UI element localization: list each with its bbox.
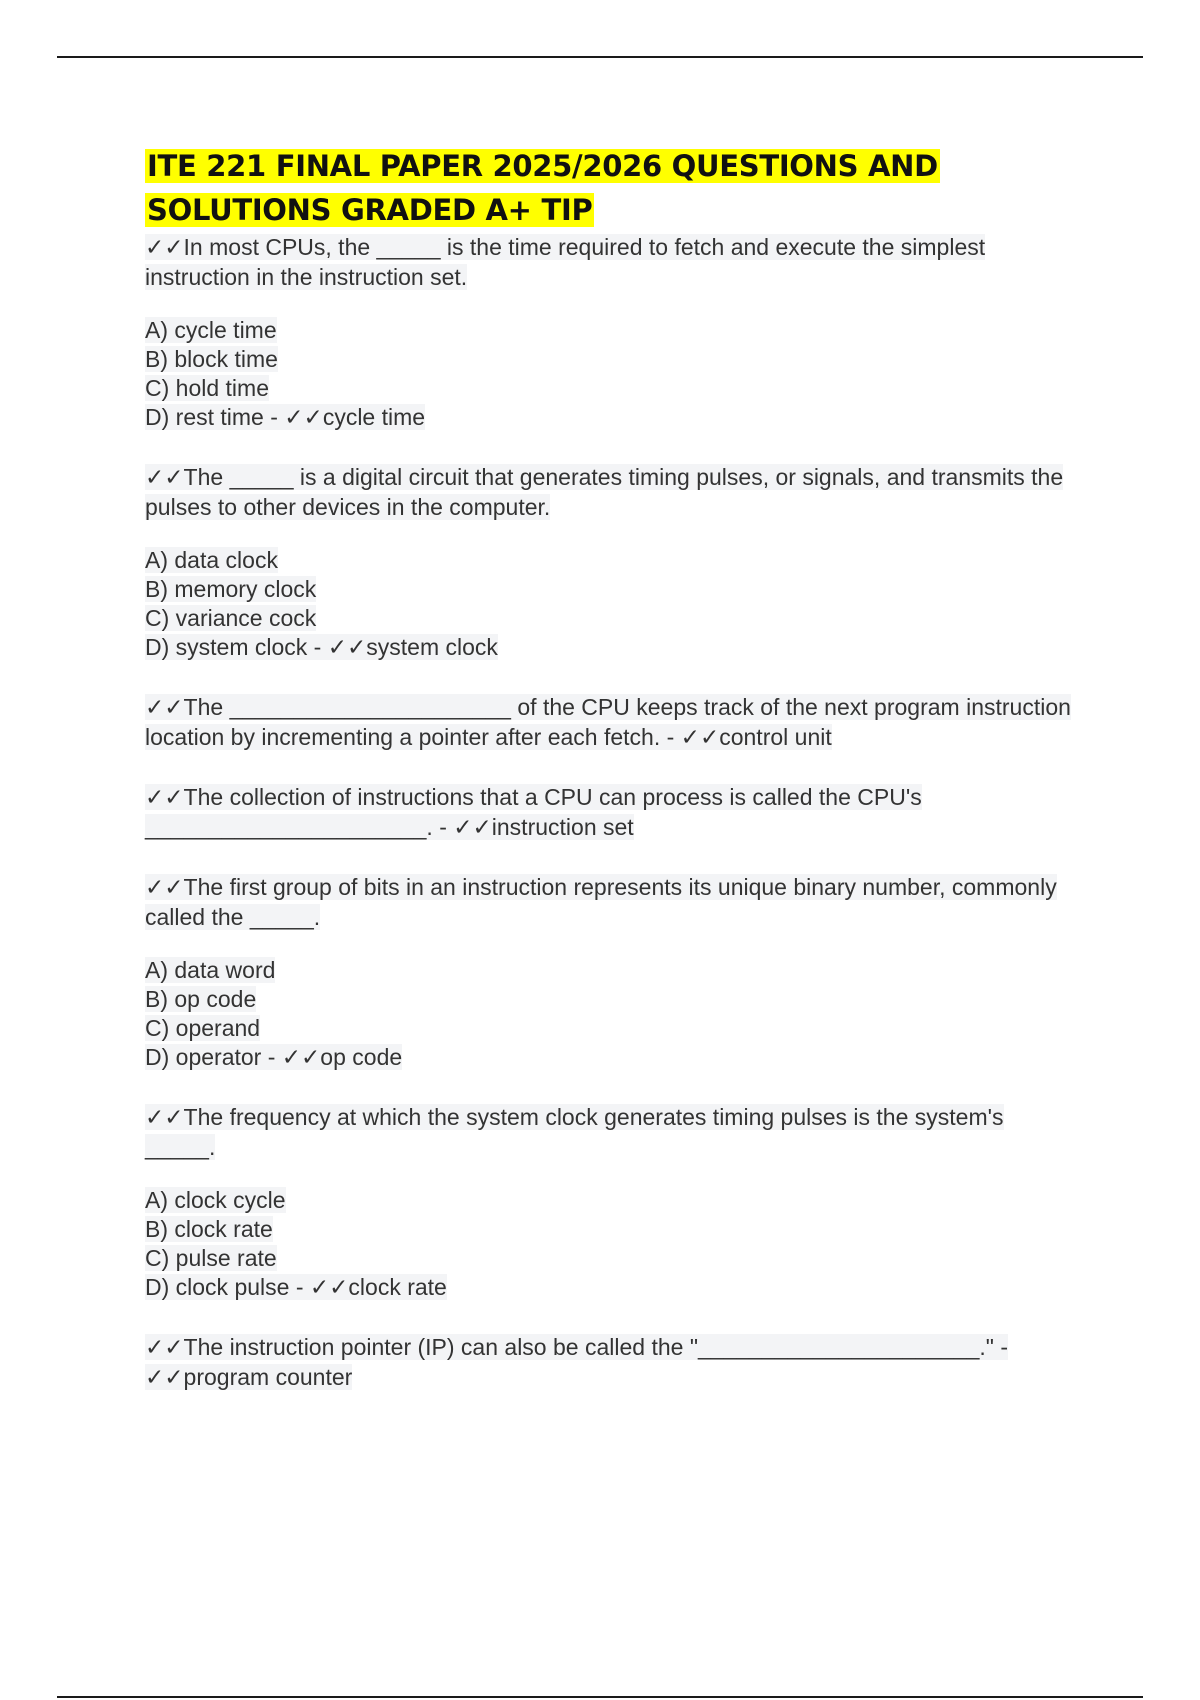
option-c: C) variance cock (145, 605, 317, 631)
option-c: C) hold time (145, 375, 269, 401)
document-body (145, 144, 1075, 1392)
question-block (145, 782, 1075, 842)
question-block (145, 232, 1075, 432)
option-list (145, 956, 1075, 1072)
option-list (145, 1186, 1075, 1302)
option-a: A) cycle time (145, 317, 277, 343)
option-d-answer: D) rest time - ✓✓cycle time (145, 404, 426, 430)
question-text: ✓✓The first group of bits in an instruction represents its unique binary number, commonly called the _____. (145, 874, 1057, 930)
option-d-answer: D) system clock - ✓✓system clock (145, 634, 498, 660)
question-block (145, 872, 1075, 1072)
question-text: ✓✓The frequency at which the system clock generates timing pulses is the system's _____. (145, 1104, 1004, 1160)
question-text: ✓✓The ______________________ of the CPU keeps track of the next program instruction location by incrementing a pointer after each fetch. - ✓✓control unit (145, 694, 1071, 750)
option-c: C) pulse rate (145, 1245, 277, 1271)
option-list (145, 546, 1075, 662)
option-b: B) clock rate (145, 1216, 273, 1242)
bottom-rule (57, 1696, 1143, 1698)
question-text: ✓✓The _____ is a digital circuit that generates timing pulses, or signals, and transmits the pulses to other devices in the computer. (145, 464, 1064, 520)
title-line-2: SOLUTIONS GRADED A+ TIP (147, 193, 593, 227)
question-text: ✓✓The collection of instructions that a CPU can process is called the CPU's ______________________. - ✓✓instruction set (145, 784, 922, 840)
option-c: C) operand (145, 1015, 261, 1041)
question-text: ✓✓The instruction pointer (IP) can also be called the "______________________." - ✓✓program counter (145, 1334, 1008, 1390)
question-block (145, 1332, 1075, 1392)
option-d-answer: D) operator - ✓✓op code (145, 1044, 403, 1070)
question-block (145, 692, 1075, 752)
option-b: B) block time (145, 346, 278, 372)
option-a: A) clock cycle (145, 1187, 286, 1213)
question-block (145, 462, 1075, 662)
top-rule (57, 56, 1143, 58)
option-b: B) memory clock (145, 576, 317, 602)
question-block (145, 1102, 1075, 1302)
option-a: A) data word (145, 957, 276, 983)
question-text: ✓✓In most CPUs, the _____ is the time required to fetch and execute the simplest instruction in the instruction set. (145, 234, 986, 290)
title-line-1: ITE 221 FINAL PAPER 2025/2026 QUESTIONS AND (147, 149, 938, 183)
option-d-answer: D) clock pulse - ✓✓clock rate (145, 1274, 447, 1300)
option-list (145, 316, 1075, 432)
option-a: A) data clock (145, 547, 278, 573)
document-title (145, 144, 1075, 232)
option-b: B) op code (145, 986, 257, 1012)
